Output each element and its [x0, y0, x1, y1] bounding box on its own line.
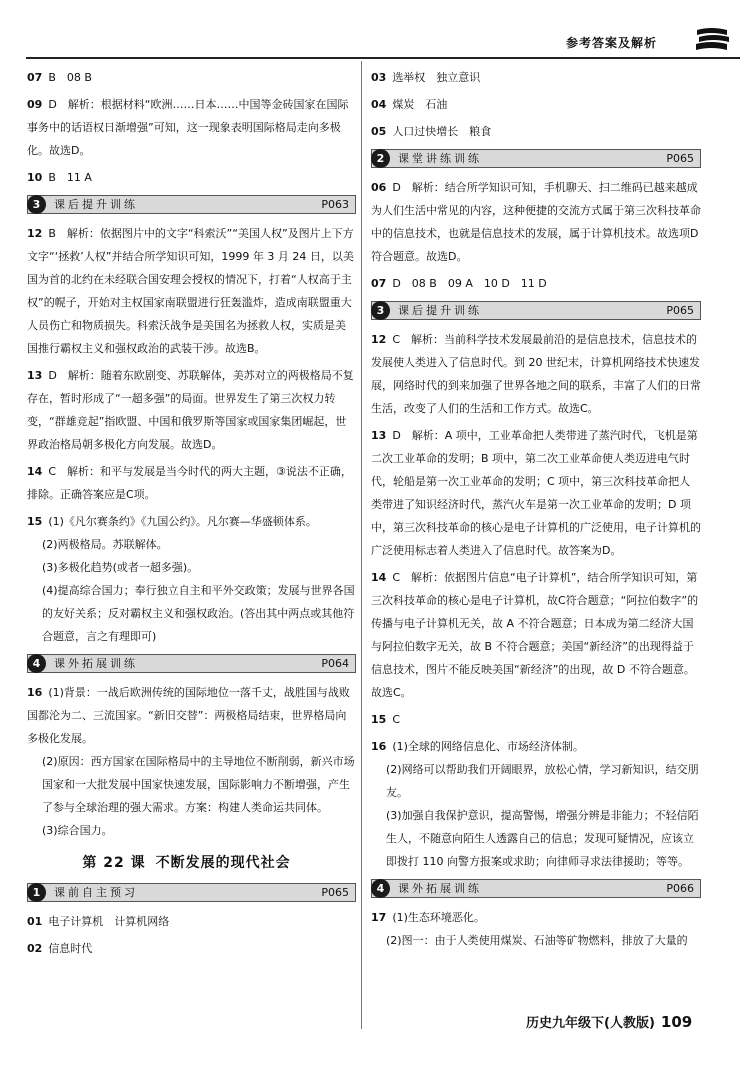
right-column [371, 66, 701, 956]
section-label: 课外拓展训练 [54, 657, 138, 670]
answer-item: 10 B 11 A [27, 171, 92, 184]
page-number: 109 [660, 1013, 693, 1031]
books-logo-icon [693, 26, 733, 54]
section-banner [27, 195, 356, 214]
section-page-ref: P063 [321, 198, 349, 211]
answer-item: 15 C [371, 713, 400, 726]
answer-item: 06 D 解析：结合所学知识可知，手机聊天、扫二维码已越来越成为人们生活中常见的内容，这种便捷的交流方式属于第三次科技革命中的信息技术，也就是信息技术的发展，属于计算机技术。故选项D符合题意。故选D。 [371, 181, 701, 263]
answer-item: 07 D 08 B 09 A 10 D 11 D [371, 277, 547, 290]
header-rule [26, 57, 740, 59]
header-title: 参考答案及解析 [566, 36, 658, 50]
section-page-ref: P066 [666, 882, 694, 895]
section-page-ref: P065 [666, 152, 694, 165]
answer-item: 02 信息时代 [27, 942, 93, 955]
section-banner [371, 879, 701, 898]
section-number-badge: 3 [371, 301, 390, 320]
answer-item: 03 选举权 独立意识 [371, 71, 481, 84]
answer-item: 04 煤炭 石油 [371, 98, 448, 111]
section-page-ref: P064 [321, 657, 349, 670]
answer-item: 17 (1)生态环境恶化。 (2)图一：由于人类使用煤炭、石油等矿物燃料，排放了大量的 [371, 911, 688, 947]
section-number-badge: 2 [371, 149, 390, 168]
left-column [27, 66, 356, 964]
section-label: 课后提升训练 [54, 198, 138, 211]
section-page-ref: P065 [666, 304, 694, 317]
answer-item: 07 B 08 B [27, 71, 92, 84]
answer-item: 16 (1)全球的网络信息化、市场经济体制。 (2)网络可以帮助我们开阔眼界，放松心情，学习新知识，结交朋友。 (3)加强自我保护意识，提高警惕，增强分辨是非能力；不轻信陌生人，不随意向陌生人透露自己的信息；发现可疑情况，应该立即拨打 110 向警方报案或求助；向律师寻求法律援助；等等。 [371, 740, 699, 868]
page-footer [526, 1012, 692, 1031]
section-banner [371, 301, 701, 320]
section-label: 课外拓展训练 [398, 882, 482, 895]
section-number-badge: 4 [371, 879, 390, 898]
section-number-badge: 1 [27, 883, 46, 902]
answer-item: 05 人口过快增长 粮食 [371, 125, 492, 138]
answer-item: 09 D 解析：根据材料“欧洲……日本……中国等金砖国家在国际事务中的话语权日渐增强”可知，这一现象表明国际格局走向多极化。故选D。 [27, 98, 349, 157]
section-label: 课前自主预习 [54, 886, 138, 899]
footer-book-title: 历史九年级下(人教版) [526, 1016, 655, 1031]
answer-item: 14 C 解析：依据图片信息“电子计算机”，结合所学知识可知，第三次科技革命的核心是电子计算机，故C符合题意；“阿拉伯数字”的传播与电子计算机无关，故 A 不符合题意；日本成为第二经济大国与阿拉伯数字无关，故 B 不符合题意；美国“新经济”的出现得益于信息技术，图片不能反映美国“新经济”的出现，故 D 不符合题意。故选C。 [371, 571, 699, 699]
answer-item: 13 D 解析：随着东欧剧变、苏联解体，美苏对立的两极格局不复存在，暂时形成了“一超多强”的局面。世界发生了第三次权力转变，“群雄竞起”指欧盟、中国和俄罗斯等国家或国家集团崛起，世界政治格局朝多极化方向发展。故选D。 [27, 369, 354, 451]
answer-item: 16 (1)背景：一战后欧洲传统的国际地位一落千丈，战胜国与战败国都沦为二、三流国家。“新旧交替”：两极格局结束，世界格局向多极化发展。 (2)原因：西方国家在国际格局中的主导地位不断削弱，新兴市场国家和一大批发展中国家快速发展，国际影响力不断增强，产生了参与全球治理的强大需求。方案：构建人类命运共同体。 (3)综合国力。 [27, 686, 355, 837]
column-divider [361, 61, 362, 1029]
answer-item: 12 B 解析：依据图片中的文字“科索沃”“美国人权”及图片上下方文字“‘拯救’人权”并结合所学知识可知，1999 年 3 月 24 日，以美国为首的北约在未经联合国安理会授权的情况下，打着“人权高于主权”的幌子，开始对主权国家南联盟进行狂轰滥炸，造成南联盟重大人员伤亡和物质损失。科索沃战争是美国名为拯救人权，实质是美国推行霸权主义和强权政治的武装干涉。故选B。 [27, 227, 354, 355]
answer-item: 01 电子计算机 计算机网络 [27, 915, 170, 928]
section-number-badge: 4 [27, 654, 46, 673]
section-banner [371, 149, 701, 168]
section-label: 课堂讲练训练 [398, 152, 482, 165]
section-banner [27, 883, 356, 902]
answer-item: 15 (1)《凡尔赛条约》《九国公约》。凡尔赛—华盛顿体系。 (2)两极格局。苏联解体。 (3)多极化趋势(或者一超多强)。 (4)提高综合国力；奉行独立自主和平外交政策；发展与世界各国的友好关系；反对霸权主义和强权政治。(答出其中两点或其他符合题意，言之有理即可) [27, 515, 355, 643]
section-number-badge: 3 [27, 195, 46, 214]
section-label: 课后提升训练 [398, 304, 482, 317]
lesson-title: 第 22 课 不断发展的现代社会 [82, 855, 291, 871]
answer-item: 12 C 解析：当前科学技术发展最前沿的是信息技术，信息技术的发展使人类进入了信息时代。到 20 世纪末，计算机网络技术快速发展，网络时代的到来加强了世界各地之间的联系，丰富了人们的日常生活，改变了人们的生活和工作方式。故选C。 [371, 333, 701, 415]
answer-item: 13 D 解析：A 项中，工业革命把人类带进了蒸汽时代，飞机是第二次工业革命的发明；B 项中，第二次工业革命使人类迈进电气时代，轮船是第一次工业革命的发明；C 项中，第三次科技革命把人类带进了知识经济时代，蒸汽火车是第一次工业革命的发明；D 项中，第三次科技革命的核心是电子计算机的广泛使用，电子计算机的广泛使用标志着人类进入了信息时代。故答案为D。 [371, 429, 701, 557]
section-page-ref: P065 [321, 886, 349, 899]
answer-item: 14 C 解析：和平与发展是当今时代的两大主题，③说法不正确，排除。正确答案应是C项。 [27, 465, 352, 501]
section-banner [27, 654, 356, 673]
